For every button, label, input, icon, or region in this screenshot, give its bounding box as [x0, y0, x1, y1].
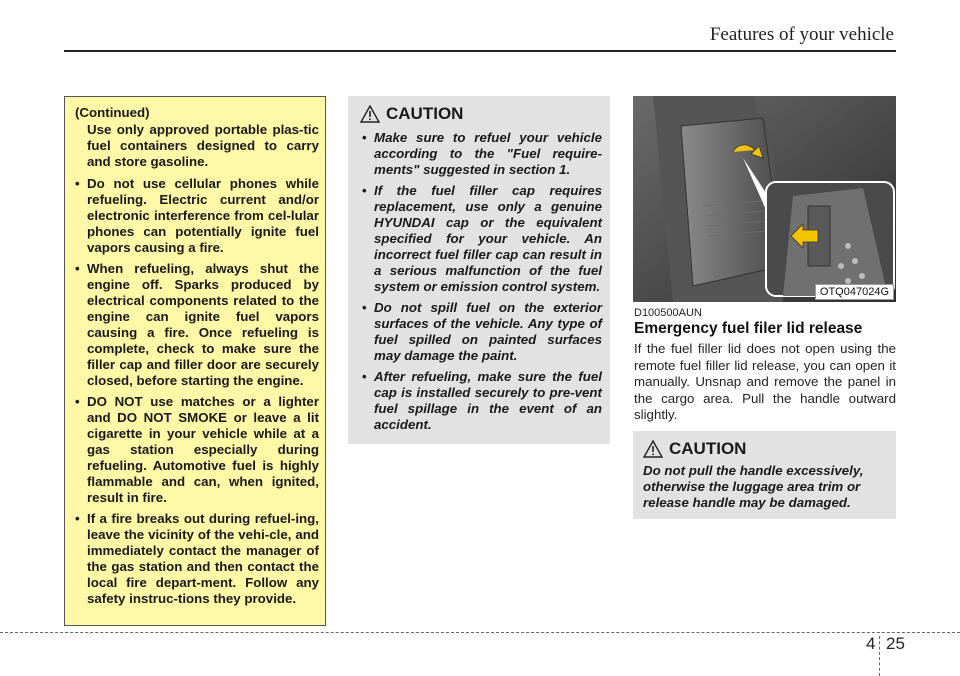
continued-label: (Continued) [75, 105, 150, 120]
caution-item: • Make sure to refuel your vehicle according to the "Fuel require-ments" suggested in section 1. [360, 130, 602, 178]
caution-item: • Do not spill fuel on the exterior surfaces of the vehicle. Any type of fuel spilled on painted surfaces may damage the paint. [360, 300, 602, 364]
warning-item: • Do not use cellular phones while refueling. Electric current and/or electronic interference from cel-lular phones can potentially ignite fuel vapors causing a fire. [75, 176, 319, 256]
warning-item: • If a fire breaks out during refuel-ing, leave the vicinity of the vehi-cle, and immediately contact the manager of the gas station and then contact the local fire depart-ment. Follow any safety instruc-tions they provide. [75, 511, 319, 607]
warning-first-paragraph: Use only approved portable plas-tic fuel containers designed to carry and store gasoline. [87, 122, 319, 169]
header-rule [64, 50, 896, 52]
caution-heading [643, 439, 888, 459]
caution-title: CAUTION [669, 439, 747, 458]
warning-triangle-icon [360, 105, 380, 123]
cargo-illustration [633, 96, 896, 302]
section-title: Emergency fuel filer lid release [634, 320, 863, 337]
warning-triangle-icon [643, 440, 663, 458]
caution-item: • After refueling, make sure the fuel cap is installed securely to pre-vent fuel spillage in the event of an accident. [360, 369, 602, 433]
page-header-title: Features of your vehicle [709, 24, 894, 45]
caution-text: Do not pull the handle excessively, otherwise the luggage area trim or release handle may be damaged. [643, 463, 864, 510]
warning-item: • When refueling, always shut the engine off. Sparks produced by electrical components related to the engine can ignite fuel vapors causing a fire. Once refueling is complete, check to make sure the filler cap and filler door are securely closed, before starting the engine. [75, 261, 319, 389]
warning-item: • DO NOT use matches or a lighter and DO NOT SMOKE or leave a lit cigarette in your vehicle while at a gas station especially during refueling. Automotive fuel is highly flammable and can, when ignited, result in fire. [75, 394, 319, 506]
page-number: 25 [886, 634, 905, 653]
cargo-area-photo [633, 96, 896, 302]
page-number-divider [879, 636, 880, 676]
warning-list [75, 176, 319, 607]
caution-box-main [348, 96, 610, 444]
caution-title: CAUTION [386, 104, 464, 123]
section-body: If the fuel filler lid does not open using the remote fuel filler lid release, you can open it manually. Unsnap and remove the panel in the cargo area. Pull the handle outward slightly. [634, 341, 896, 422]
footer-rule [0, 632, 960, 633]
caution-box-side [633, 431, 896, 519]
warning-box [64, 96, 326, 626]
caution-item: • If the fuel filler cap requires replacement, use only a genuine HYUNDAI cap or the equivalent specified for your vehicle. An incorrect fuel filler cap can result in a serious malfunction of the fuel system or emission control system. [360, 183, 602, 295]
caution-heading [360, 104, 602, 124]
section-code: D100500AUN [634, 307, 702, 319]
chapter-number: 4 [866, 634, 876, 653]
caution-list [360, 130, 602, 433]
figure-code-label: OTQ047024G [815, 284, 894, 300]
